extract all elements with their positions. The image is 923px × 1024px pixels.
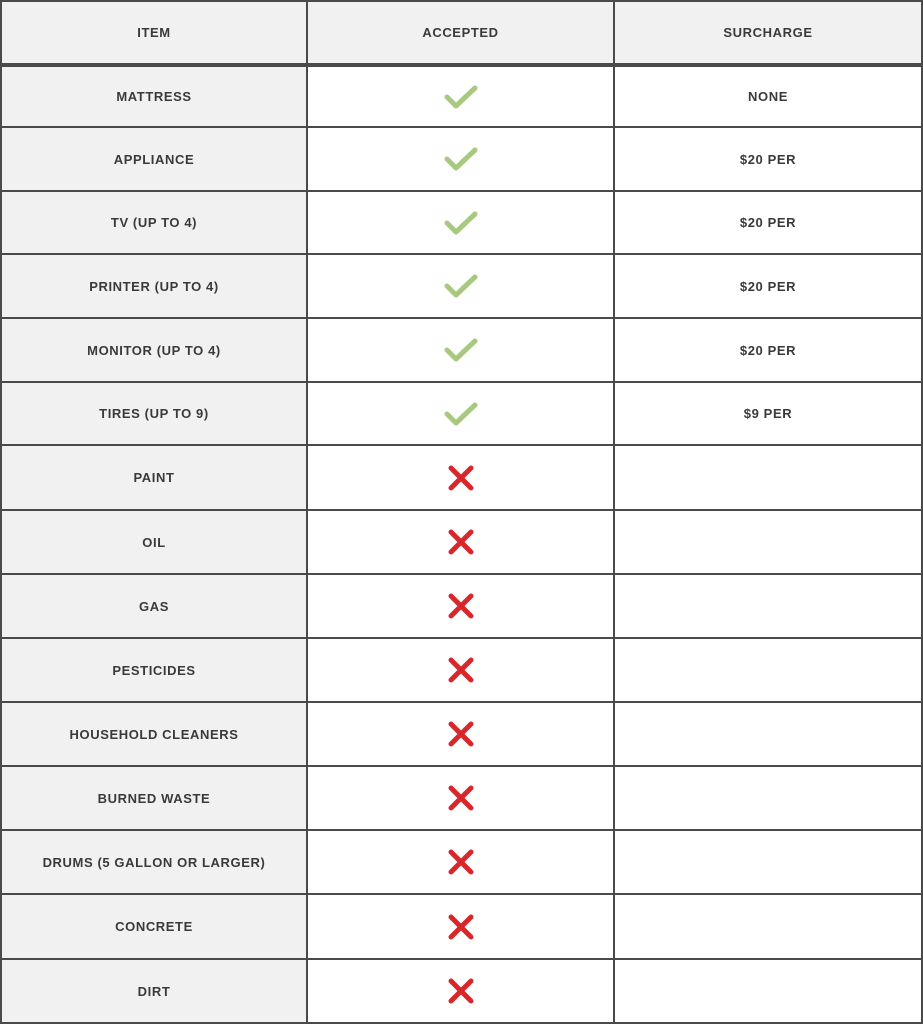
table-body <box>0 65 923 1024</box>
table-row <box>0 960 923 1024</box>
header-item: ITEM <box>0 0 308 65</box>
table-row <box>0 831 923 895</box>
accepted-cell <box>308 639 615 703</box>
accepted-cell <box>308 767 615 831</box>
cross-icon <box>448 657 474 683</box>
accepted-cell <box>308 831 615 895</box>
cross-icon <box>448 978 474 1004</box>
item-name: PRINTER (UP TO 4) <box>0 255 308 319</box>
item-name: TIRES (UP TO 9) <box>0 383 308 446</box>
cross-icon <box>448 529 474 555</box>
item-name: MONITOR (UP TO 4) <box>0 319 308 383</box>
item-name: CONCRETE <box>0 895 308 960</box>
accepted-cell <box>308 575 615 639</box>
item-name: TV (UP TO 4) <box>0 192 308 255</box>
accepted-cell <box>308 383 615 446</box>
table-row <box>0 255 923 319</box>
surcharge-cell <box>615 575 923 639</box>
checkmark-icon <box>444 273 478 299</box>
surcharge-cell <box>615 895 923 960</box>
table-row <box>0 639 923 703</box>
accepted-cell <box>308 65 615 128</box>
table-row <box>0 383 923 446</box>
accepted-cell <box>308 895 615 960</box>
cross-icon <box>448 465 474 491</box>
surcharge-cell: $20 PER <box>615 255 923 319</box>
accepted-cell <box>308 255 615 319</box>
accepted-cell <box>308 960 615 1024</box>
accepted-cell <box>308 192 615 255</box>
surcharge-cell: $20 PER <box>615 192 923 255</box>
checkmark-icon <box>444 146 478 172</box>
header-surcharge: SURCHARGE <box>615 0 923 65</box>
checkmark-icon <box>444 401 478 427</box>
table-row <box>0 767 923 831</box>
header-accepted: ACCEPTED <box>308 0 615 65</box>
checkmark-icon <box>444 337 478 363</box>
surcharge-cell <box>615 639 923 703</box>
table-row <box>0 65 923 128</box>
checkmark-icon <box>444 210 478 236</box>
accepted-cell <box>308 511 615 575</box>
table-row <box>0 446 923 511</box>
cross-icon <box>448 593 474 619</box>
surcharge-cell <box>615 446 923 511</box>
item-name: GAS <box>0 575 308 639</box>
surcharge-cell <box>615 703 923 767</box>
surcharge-cell: $20 PER <box>615 319 923 383</box>
table-header-row <box>0 0 923 65</box>
item-name: DIRT <box>0 960 308 1024</box>
surcharge-cell: NONE <box>615 65 923 128</box>
surcharge-cell <box>615 767 923 831</box>
cross-icon <box>448 721 474 747</box>
accepted-cell <box>308 128 615 192</box>
item-name: PESTICIDES <box>0 639 308 703</box>
table-row <box>0 319 923 383</box>
surcharge-cell: $20 PER <box>615 128 923 192</box>
cross-icon <box>448 914 474 940</box>
surcharge-cell <box>615 831 923 895</box>
item-name: DRUMS (5 GALLON OR LARGER) <box>0 831 308 895</box>
accepted-cell <box>308 446 615 511</box>
accepted-cell <box>308 703 615 767</box>
item-name: APPLIANCE <box>0 128 308 192</box>
surcharge-cell: $9 PER <box>615 383 923 446</box>
surcharge-cell <box>615 960 923 1024</box>
cross-icon <box>448 785 474 811</box>
table-row <box>0 511 923 575</box>
table-row <box>0 128 923 192</box>
table-row <box>0 895 923 960</box>
item-name: MATTRESS <box>0 65 308 128</box>
item-name: PAINT <box>0 446 308 511</box>
table-row <box>0 192 923 255</box>
item-name: HOUSEHOLD CLEANERS <box>0 703 308 767</box>
cross-icon <box>448 849 474 875</box>
item-name: OIL <box>0 511 308 575</box>
checkmark-icon <box>444 84 478 110</box>
item-name: BURNED WASTE <box>0 767 308 831</box>
table-row <box>0 575 923 639</box>
accepted-cell <box>308 319 615 383</box>
surcharge-cell <box>615 511 923 575</box>
table-row <box>0 703 923 767</box>
